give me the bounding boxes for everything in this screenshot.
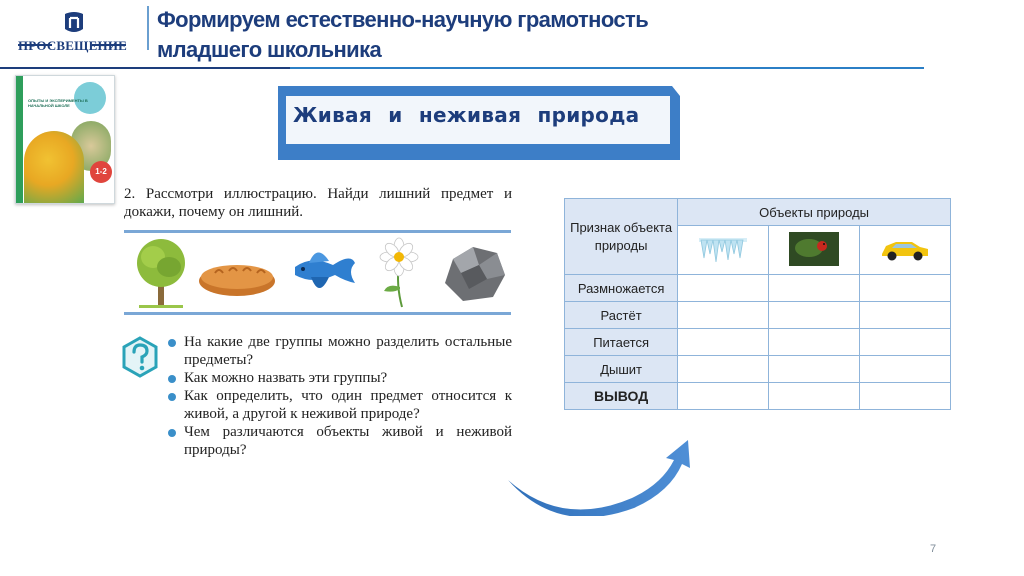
table-cell — [678, 383, 769, 410]
row-label-conclusion: ВЫВОД — [565, 383, 678, 410]
topic-banner-title: Живая и неживая природа — [293, 103, 640, 127]
table-cell — [678, 302, 769, 329]
table-cell — [860, 329, 951, 356]
table-cell — [769, 329, 860, 356]
title-line-1: Формируем естественно-научную грамотность — [157, 7, 649, 32]
page-number: 7 — [930, 543, 937, 555]
book-grade-badge: 1-2 — [90, 161, 112, 183]
car-image — [860, 226, 951, 275]
table-cell — [860, 383, 951, 410]
curved-arrow-icon — [502, 436, 697, 516]
question-item: На какие две группы можно разделить остальные предметы? — [168, 333, 512, 369]
page-title — [157, 5, 857, 65]
table-cell — [860, 356, 951, 383]
question-item: Как определить, что один предмет относится к живой, а другой к неживой природе? — [168, 387, 512, 423]
row-label-reproduces: Размножается — [565, 275, 678, 302]
table-header-sign: Признак объекта природы — [565, 199, 678, 275]
stone-image — [439, 237, 509, 309]
nature-objects-table — [564, 198, 951, 410]
table-header-objects: Объекты природы — [678, 199, 951, 226]
title-line-2: младшего школьника — [157, 37, 382, 62]
book-cover-image — [15, 75, 115, 204]
table-cell — [769, 383, 860, 410]
fish-image — [289, 237, 359, 309]
table-cell — [860, 302, 951, 329]
row-label-grows: Растёт — [565, 302, 678, 329]
table-cell — [678, 329, 769, 356]
table-cell — [769, 302, 860, 329]
task-text: 2. Рассмотри иллюстрацию. Найди лишний предмет и докажи, почему он лишний. — [124, 186, 512, 220]
tree-image — [133, 237, 189, 309]
header-divider — [147, 6, 149, 50]
question-list — [168, 333, 512, 459]
prosveshchenie-logo-icon — [63, 11, 85, 35]
book-cover-title: ОПЫТЫ И ЭКСПЕРИМЕНТЫ В НАЧАЛЬНОЙ ШКОЛЕ — [28, 98, 88, 108]
icicles-image — [678, 226, 769, 275]
logo-text: ПРОСВЕЩЕНИЕ — [18, 38, 128, 53]
table-cell — [860, 275, 951, 302]
row-label-breathes: Дышит — [565, 356, 678, 383]
bread-image — [197, 237, 277, 309]
table-cell — [769, 356, 860, 383]
question-item: Чем различаются объекты живой и неживой природы? — [168, 423, 512, 459]
illustration-rule-bottom — [124, 312, 511, 315]
ladybug-image — [769, 226, 860, 275]
table-cell — [769, 275, 860, 302]
question-item: Как можно назвать эти группы? — [168, 369, 512, 387]
header-rule-dark — [0, 67, 290, 69]
question-icon — [121, 336, 159, 378]
table-cell — [678, 275, 769, 302]
flower-image — [376, 237, 422, 309]
illustration-rule-top — [124, 230, 511, 233]
row-label-eats: Питается — [565, 329, 678, 356]
table-cell — [678, 356, 769, 383]
